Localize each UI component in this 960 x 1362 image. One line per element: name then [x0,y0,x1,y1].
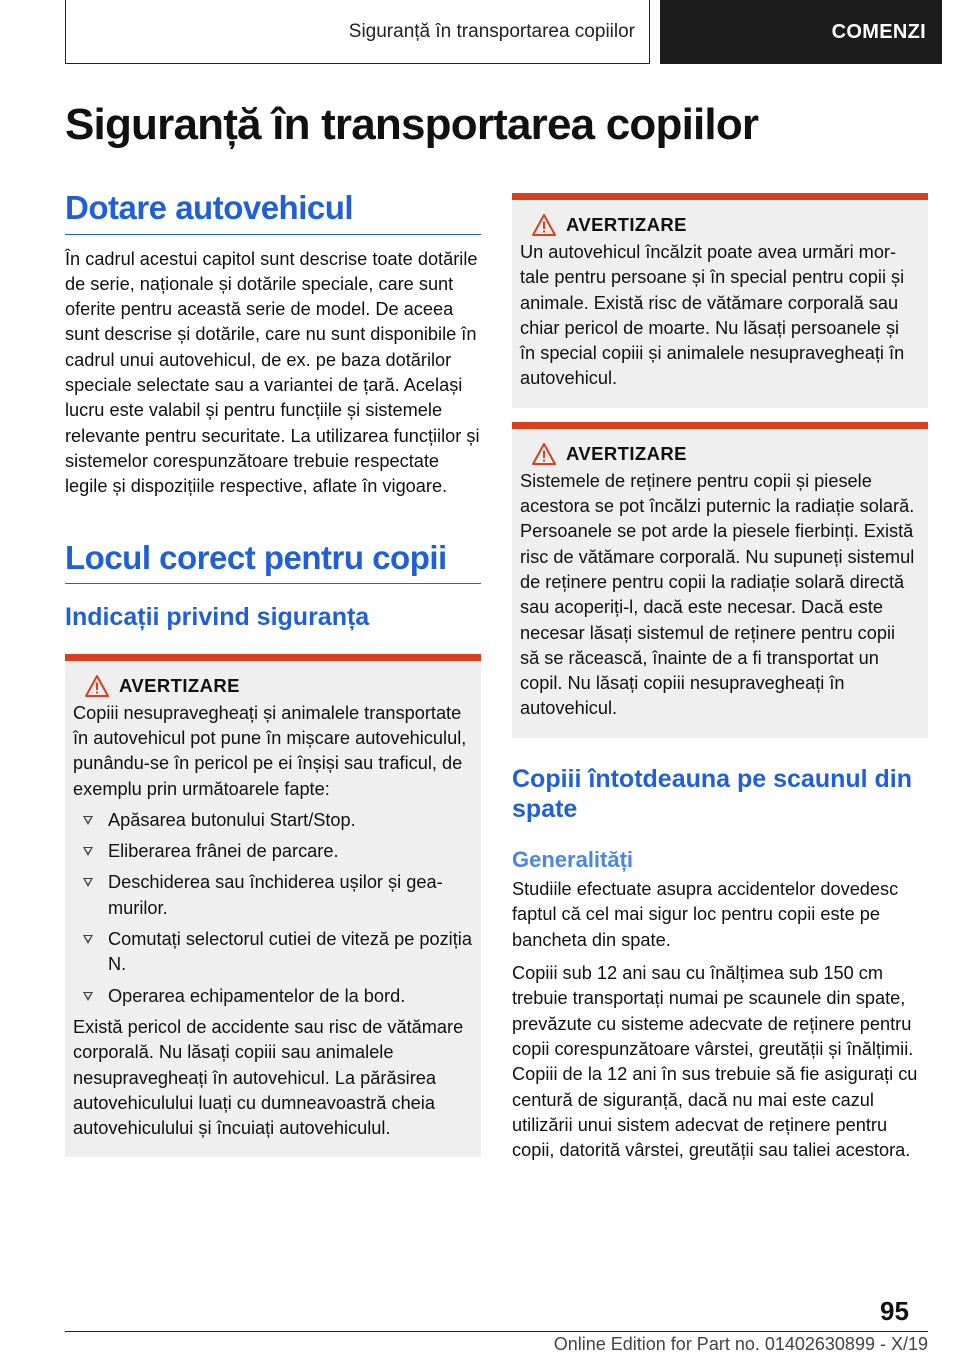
footer-edition-text: Online Edition for Part no. 01402630899 - X/19 [553,1334,928,1354]
page-number: 95 [880,1296,909,1326]
triangle-bullet-icon [83,992,93,1001]
warning-title: AVERTIZARE [566,442,687,464]
warning-triangle-icon [85,675,109,697]
heading-copiii-scaun-spate: Copiii întotdeauna pe scaunul din spate [512,764,913,824]
warning-triangle-icon [532,443,556,465]
list-item: Deschiderea sau închiderea ușilor și geamurilor. [73,870,472,921]
header-section-title-text: Siguranță în transportarea copiilor [348,20,635,42]
triangle-bullet-icon [83,847,93,856]
list-item: Eliberarea frânei de parcare. [73,839,472,864]
warning-text: Un autovehicul încălzit poate avea urmări mortale pentru persoane și în special pentru copii și animale. Există risc de vătămare corporală sau chiar pericol de moarte. Nu lăsați persoanele și în special copiii și animalele nesupravegheați în autovehicul. [520,242,905,389]
header-section-title [65,0,650,64]
warning-box-restraint-heat [512,422,928,738]
list-item: Apăsarea butonului Start/Stop. [73,808,472,833]
heading-locul-corect: Locul corect pentru copii [65,538,481,585]
triangle-bullet-icon [83,878,93,887]
heading-dotare-autovehicul: Dotare autovehicul [65,188,481,235]
triangle-bullet-icon [83,935,93,944]
warning-text: Sistemele de reținere pentru copii și piesele acestora se pot încălzi puternic la radiație solară. Persoanele se pot arde la piesele fierbinți. Există risc de vătămare corporală. Nu supuneți sistemul de reținere pentru copii la radiație solară directă sau acoperiți-l, dacă este necesar. Dacă este necesar lăsați sistemul de reținere pentru copii să se răcească, înainte de a fi transportat un copil. Nu lăsați copiii nesupravegheați în autovehicul. [520,470,915,719]
footer-divider [65,1331,928,1332]
warning-header [532,443,919,465]
warning-title: AVERTIZARE [566,214,687,235]
header-chapter-text: COMENZI [831,20,926,43]
warning-list [73,808,472,1009]
list-item: Comutați selectorul cutiei de viteză pe poziția N. [73,927,472,978]
warning-header [532,214,919,236]
paragraph-generalitati-1: Studiile efectuate asupra accidentelor dovedesc faptul că cel mai sigur loc pentru copii este pe bancheta din spate. [512,879,899,950]
paragraph-dotare: În cadrul acestui capitol sunt descrise toate dotările de serie, naționale și dotările speciale, care sunt oferite pentru această serie de model. De aceea sunt descrise și dotările, care nu sunt disponibile în cadrul unui autovehicul, de ex. pe baza dotărilor speciale selectate sau a variantei de țară. Același lucru este valabil și pentru funcțiile și sistemele relevante pentru securitate. La utilizarea funcțiilor și sistemelor corespunzătoare trebuie respectate legile și dispozițiile respective, aflate în vigoare. [65,248,480,497]
warning-box-unsupervised [65,654,481,1158]
warning-triangle-icon [532,214,556,236]
warning-title: AVERTIZARE [119,674,240,696]
warning-outro: Există pericol de accidente sau risc de vătămare corporală. Nu lăsați copiii sau animalele nesupravegheați în autovehicul. La părăsirea autovehiculului luați cu dumneavoastră cheia autovehiculului și încuiați autovehiculul. [73,1016,464,1139]
right-column [512,193,928,1163]
heading-indicatii-siguranta: Indicații privind siguranța [65,603,370,632]
triangle-bullet-icon [83,816,93,825]
warning-intro: Copiii nesupravegheați și animalele transportate în autovehicul pot pune în mișcare autovehiculul, punându-se în pericol pe ei înșiși sau traficul, de exemplu prin următoarele fapte: [73,702,467,799]
paragraph-generalitati-2: Copiii sub 12 ani sau cu înălțimea sub 150 cm trebuie transportați numai pe scaunele din spate, prevăzute cu sisteme adecvate de reținere pentru copii corespunzătoare vârstei, greutății și înălțimii. Copiii de la 12 ani în sus trebuie să fie asigurați cu centură de siguranță, dacă nu mai este cazul utilizării unui sistem adecvat de reținere pentru copii, datorită vârstei, greutății sau taliei acestora. [512,963,918,1161]
left-column [65,188,481,1157]
header-chapter-tab[interactable] [660,0,942,64]
warning-header [85,675,472,697]
heading-generalitati: Generalități [512,846,634,872]
page-title: Siguranță în transportarea copiilor [65,100,759,149]
warning-box-heated-vehicle [512,193,928,408]
list-item: Operarea echipamentelor de la bord. [73,984,472,1009]
